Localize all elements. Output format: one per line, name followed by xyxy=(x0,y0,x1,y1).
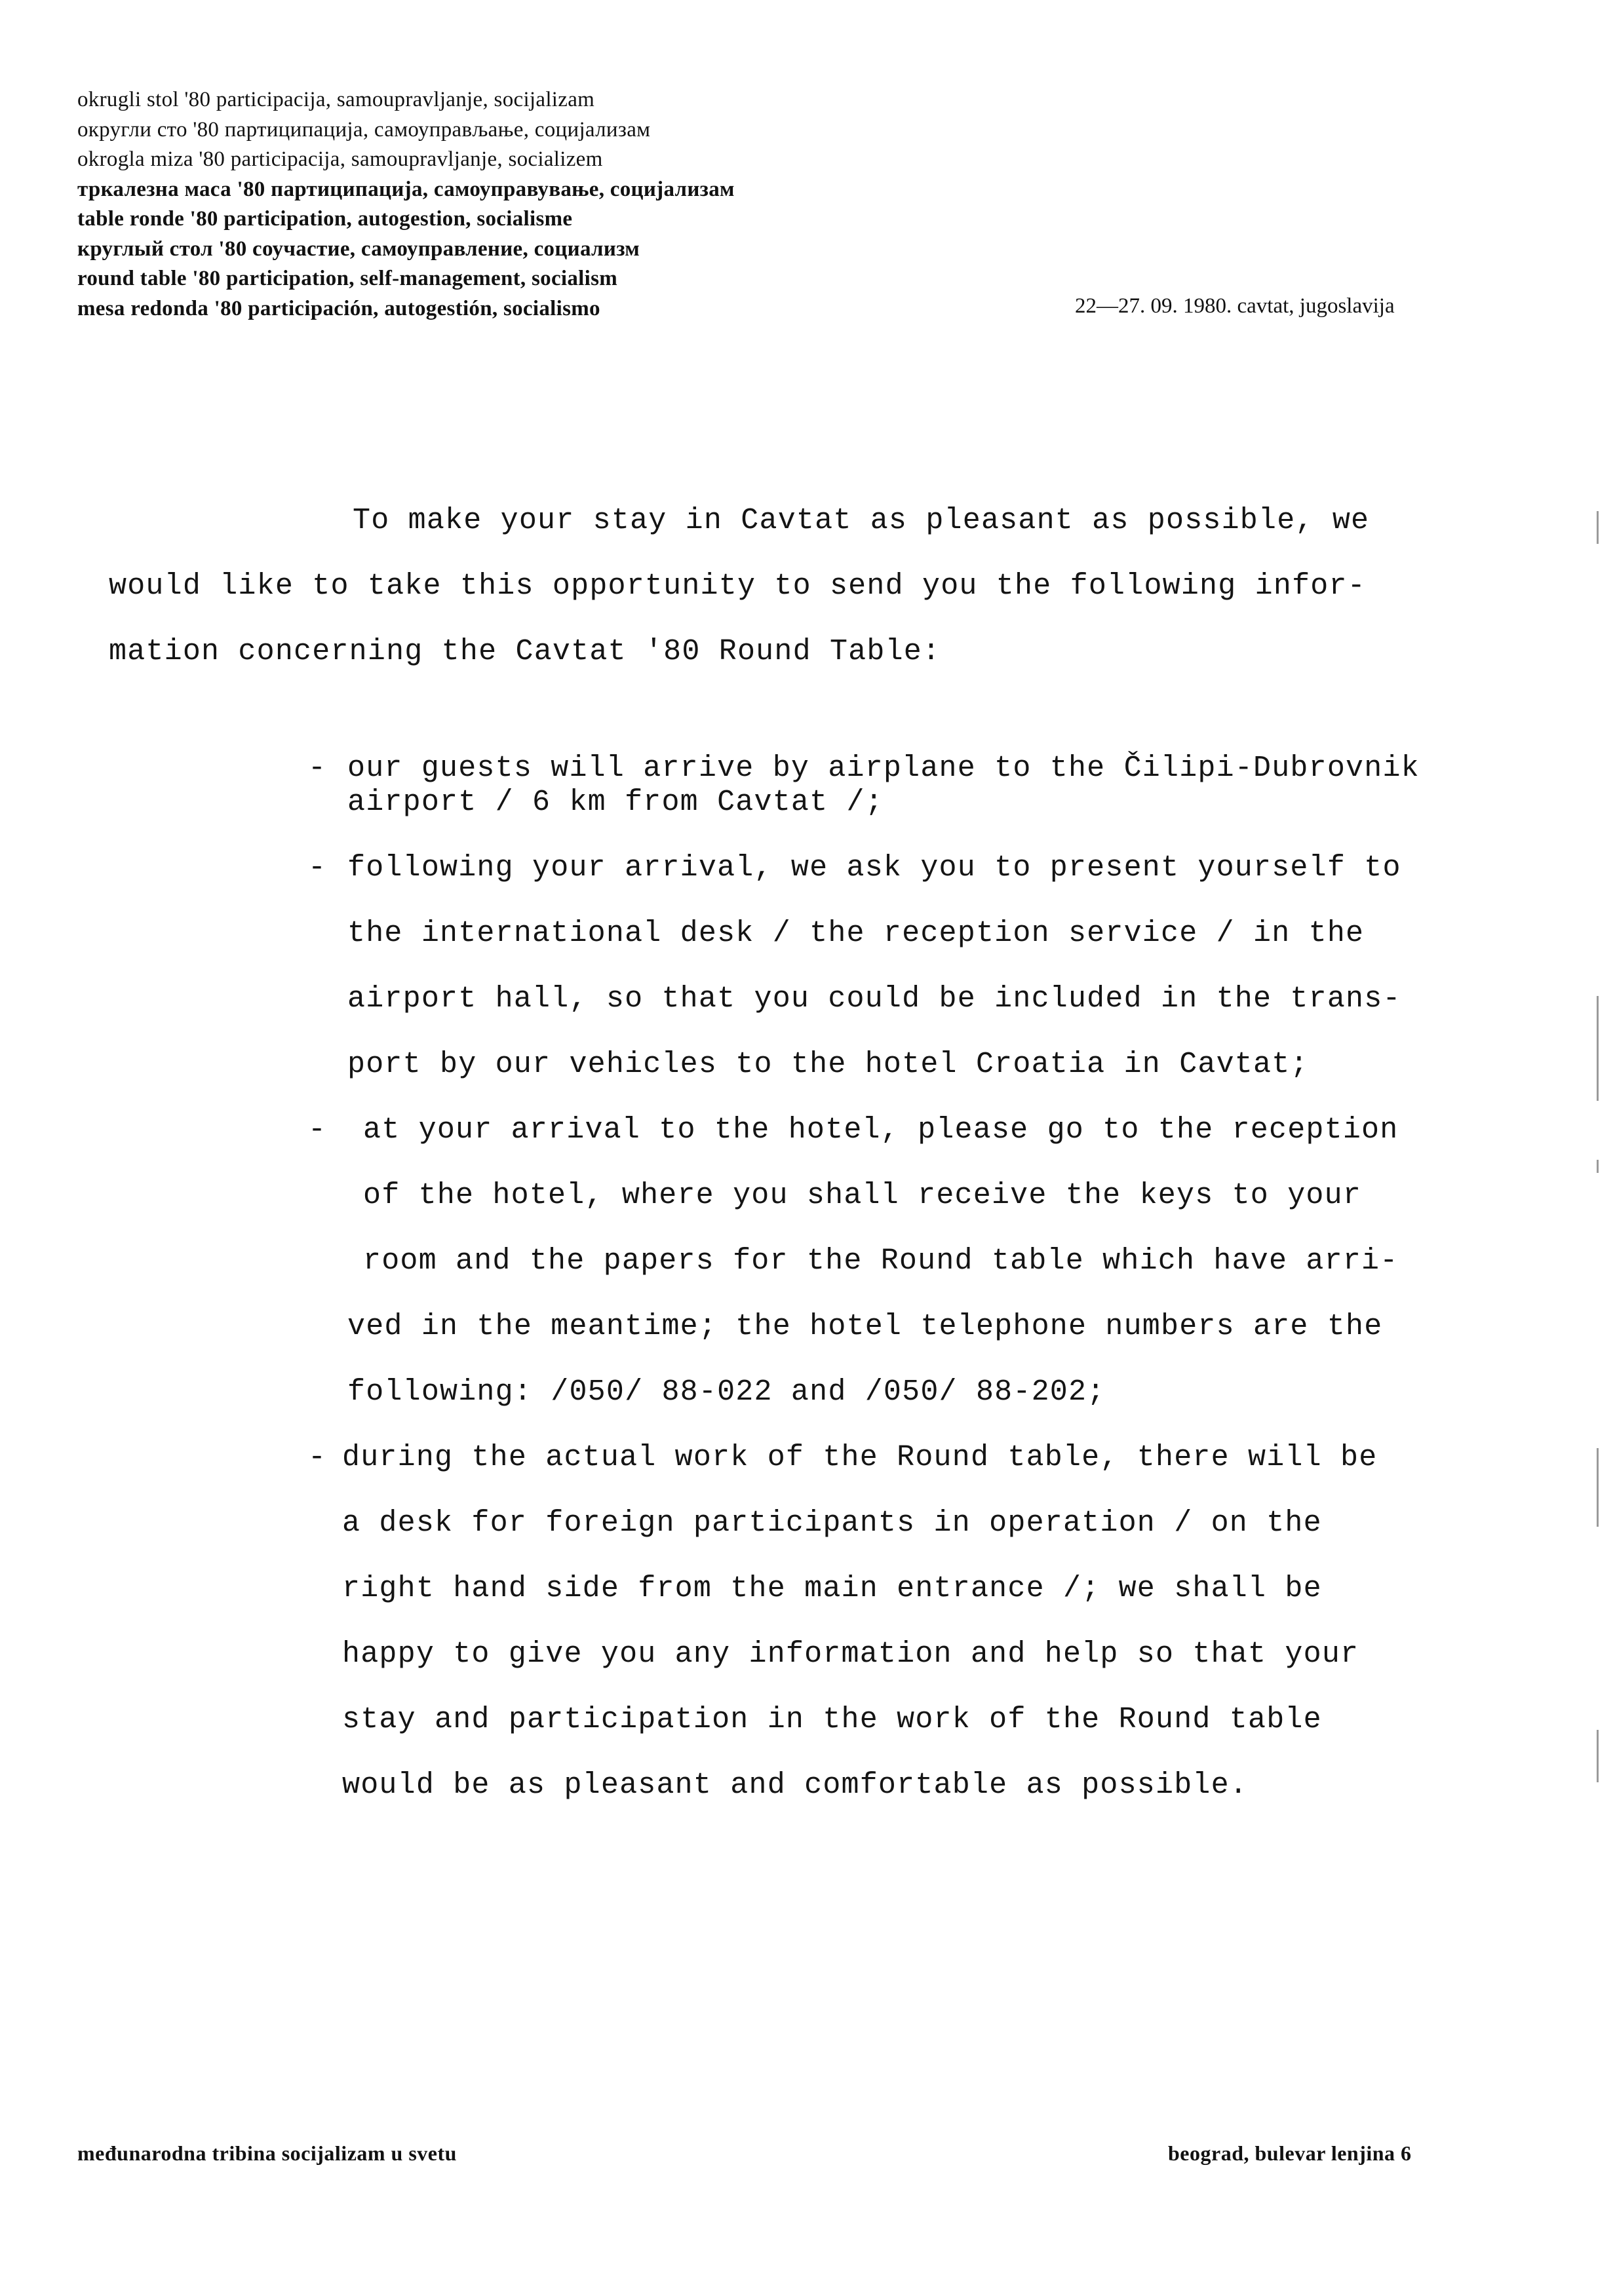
item-line: happy to give you any information and help so that your xyxy=(342,1637,1359,1671)
intro-line: mation concerning the Cavtat '80 Round Table: xyxy=(109,635,941,668)
footer-address: beograd, bulevar lenjina 6 xyxy=(1168,2141,1412,2165)
item-line: of the hotel, where you shall receive the keys to your xyxy=(363,1179,1362,1212)
intro-line: To make your stay in Cavtat as pleasant as possible, we xyxy=(353,504,1370,537)
item-dash: - xyxy=(308,1113,327,1147)
item-line: room and the papers for the Round table which have arri- xyxy=(363,1244,1399,1278)
item-line: right hand side from the main entrance /; we shall be xyxy=(342,1572,1322,1605)
letterhead xyxy=(77,85,995,324)
letterhead-line-english: round table '80 participation, self-management, socialism xyxy=(77,267,618,290)
letterhead-line-french: table ronde '80 participation, autogestion, socialisme xyxy=(77,207,573,231)
item-line: following your arrival, we ask you to present yourself to xyxy=(347,851,1401,885)
item-line: a desk for foreign participants in operation / on the xyxy=(342,1506,1322,1540)
letterhead-line-russian: круглый стол '80 соучастие, самоуправление, социализм xyxy=(77,237,640,261)
item-line: following: /050/ 88-022 and /050/ 88-202; xyxy=(347,1375,1106,1409)
dateline: 22—27. 09. 1980. cavtat, jugoslavija xyxy=(1075,294,1395,318)
item-dash: - xyxy=(308,752,327,785)
item-line: during the actual work of the Round table, there will be xyxy=(342,1441,1378,1474)
scan-mark xyxy=(1597,1160,1599,1173)
item-dash: - xyxy=(308,851,327,885)
item-line: airport / 6 km from Cavtat /; xyxy=(347,786,884,819)
item-line: our guests will arrive by airplane to the Čilipi-Dubrovnik xyxy=(347,752,1420,785)
item-line: port by our vehicles to the hotel Croatia in Cavtat; xyxy=(347,1048,1309,1081)
scan-mark xyxy=(1597,1448,1599,1527)
scan-mark xyxy=(1597,996,1599,1101)
item-line: would be as pleasant and comfortable as possible. xyxy=(342,1769,1249,1802)
letterhead-line-slovenian: okrogla miza '80 participacija, samoupravljanje, socializem xyxy=(77,147,603,171)
scan-mark xyxy=(1597,511,1599,544)
item-dash: - xyxy=(308,1441,327,1474)
letterhead-line-macedonian: тркалезна маса '80 партиципација, самоуправување, социјализам xyxy=(77,177,735,201)
scan-mark xyxy=(1597,1730,1599,1782)
item-line: airport hall, so that you could be included in the trans- xyxy=(347,982,1401,1016)
footer-organization: međunarodna tribina socijalizam u svetu xyxy=(77,2141,457,2165)
item-line: ved in the meantime; the hotel telephone numbers are the xyxy=(347,1310,1383,1343)
scan-margin-marks xyxy=(1597,498,1603,1874)
item-line: stay and participation in the work of the Round table xyxy=(342,1703,1322,1736)
item-line: at your arrival to the hotel, please go to the reception xyxy=(363,1113,1399,1147)
letterhead-line-spanish: mesa redonda '80 participación, autogestión, socialismo xyxy=(77,296,600,320)
letterhead-line-serbo-croatian-latin: okrugli stol '80 participacija, samoupravljanje, socijalizam xyxy=(77,88,595,111)
intro-line: would like to take this opportunity to send you the following infor- xyxy=(109,569,1366,603)
item-line: the international desk / the reception service / in the xyxy=(347,917,1365,950)
letterhead-line-serbian-cyrillic: округли сто '80 партиципација, самоуправљање, социјализам xyxy=(77,117,651,142)
